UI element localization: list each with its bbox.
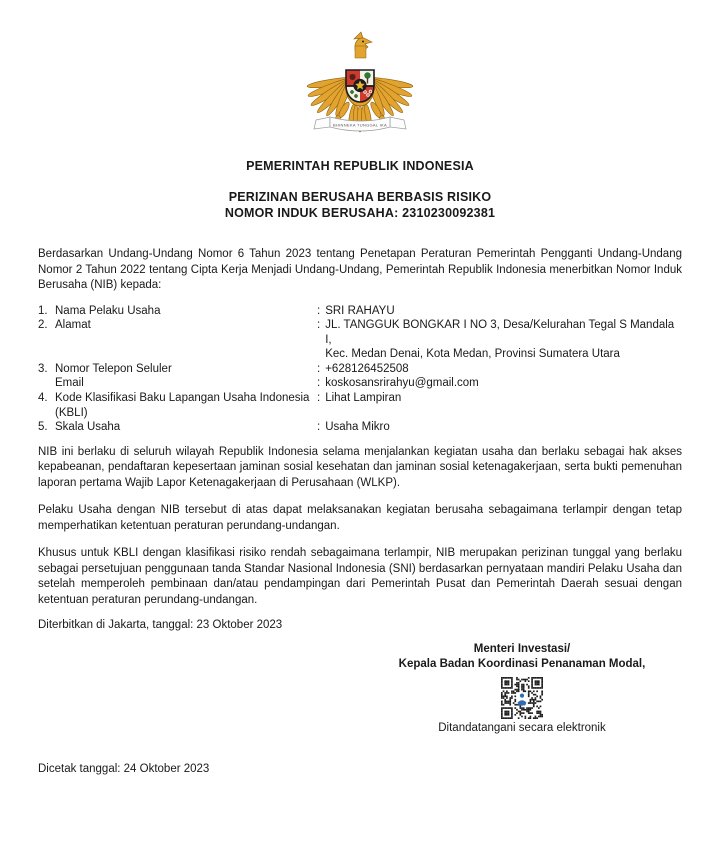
field-number: 3. [38,362,48,375]
field-label: Alamat [55,319,91,332]
field-row-kbli [38,391,682,420]
field-colon: : [317,319,321,332]
field-label: Nama Pelaku Usaha [55,304,161,317]
field-colon: : [317,377,321,390]
field-number: 2. [38,319,48,332]
field-value: koskosansrirahyu@gmail.com [325,377,479,390]
validity-paragraph: NIB ini berlaku di seluruh wilayah Republik Indonesia selama menjalankan kegiatan usaha dan berlaku sebagai hak akses kepabeanan, pendaftaran kepesertaan jaminan sosial kesehatan dan jaminan sosial ketenagakerjaan, serta bukti pemenuhan laporan pertama Wajib Lapor Ketenagakerjaan di Perusahaan (WLKP). [38,445,682,489]
field-label: Nomor Telepon Seluler [55,362,172,375]
qr-code [372,677,672,719]
printed-line: Dicetak tanggal: 24 Oktober 2023 [38,763,210,776]
issued-line: Diterbitkan di Jakarta, tanggal: 23 Oktober 2023 [38,619,283,632]
intro-paragraph: Berdasarkan Undang-Undang Nomor 6 Tahun 2023 tentang Penetapan Peraturan Pemerintah Pengganti Undang-Undang Nomor 2 Tahun 2022 tentang Cipta Kerja Menjadi Undang-Undang, Pemerintah Republik Indonesia menerbitkan Nomor Induk Berusaha (NIB) kepada: [38,248,682,291]
field-row-alamat [38,318,682,362]
field-value: Usaha Mikro [325,421,390,434]
field-number [38,376,55,391]
field-value: +628126452508 [325,362,409,375]
field-number: 4. [38,392,48,405]
document-number: NOMOR INDUK BERUSAHA: 2310230092381 [224,206,496,220]
signatory-title-line1: Menteri Investasi/ [473,642,571,655]
field-label: Email [55,377,84,390]
field-row-skala-usaha [38,420,682,435]
electronic-signature-note: Ditandatangani secara elektronik [438,721,606,734]
field-label-line1: Kode Klasifikasi Baku Lapangan Usaha Indonesia [55,392,310,405]
implementation-paragraph: Pelaku Usaha dengan NIB tersebut di atas dapat melaksanakan kegiatan berusaha sebagaimana terlampir dengan tetap memperhatikan ketentuan peraturan perundang-undangan. [38,504,682,532]
qr-code-image [501,677,543,719]
field-value-line2: Kec. Medan Denai, Kota Medan, Provinsi Sumatera Utara [325,348,620,361]
field-row-nomor-telepon [38,362,682,377]
garuda-head [354,32,372,58]
field-colon: : [317,304,321,317]
fields-list [38,304,682,435]
document-title-block [38,189,682,221]
field-value: Lihat Lampiran [325,392,402,405]
government-title: PEMERINTAH REPUBLIK INDONESIA [246,159,474,173]
field-label-line2: (KBLI) [55,406,88,419]
field-number: 1. [38,304,48,317]
field-number: 5. [38,421,48,434]
field-label: Skala Usaha [55,421,121,434]
field-colon: : [317,362,321,375]
field-colon: : [317,392,321,405]
field-row-nama-pelaku-usaha [38,304,682,319]
field-row-email [38,376,682,391]
signature-block [372,642,672,737]
garuda-pancasila-icon [304,30,416,138]
motto-text: BHINNEKA TUNGGAL IKA [332,122,388,128]
field-value: SRI RAHAYU [325,304,395,317]
single-license-paragraph: Khusus untuk KBLI dengan klasifikasi risiko rendah sebagaimana terlampir, NIB merupakan perizinan tunggal yang berlaku sebagai persetujuan penggunaan tanda Standar Nasional Indonesia (SNI) berdasarkan pernyataan mandiri Pelaku Usaha dan setelah memperoleh pembinaan dan/atau pendampingan dari Pemerintah Pusat dan Pemerintah Daerah sesuai dengan ketentuan peraturan perundang-undangan. [38,547,682,606]
signatory-title-line2: Kepala Badan Koordinasi Penanaman Modal, [398,658,646,671]
field-value-line1: JL. TANGGUK BONGKAR I NO 3, Desa/Kelurahan Tegal S Mandala I, [325,319,675,346]
emblem-container [38,30,682,138]
field-colon: : [317,421,321,434]
pancasila-shield [346,70,374,102]
document-title: PERIZINAN BERUSAHA BERBASIS RISIKO [228,190,492,204]
